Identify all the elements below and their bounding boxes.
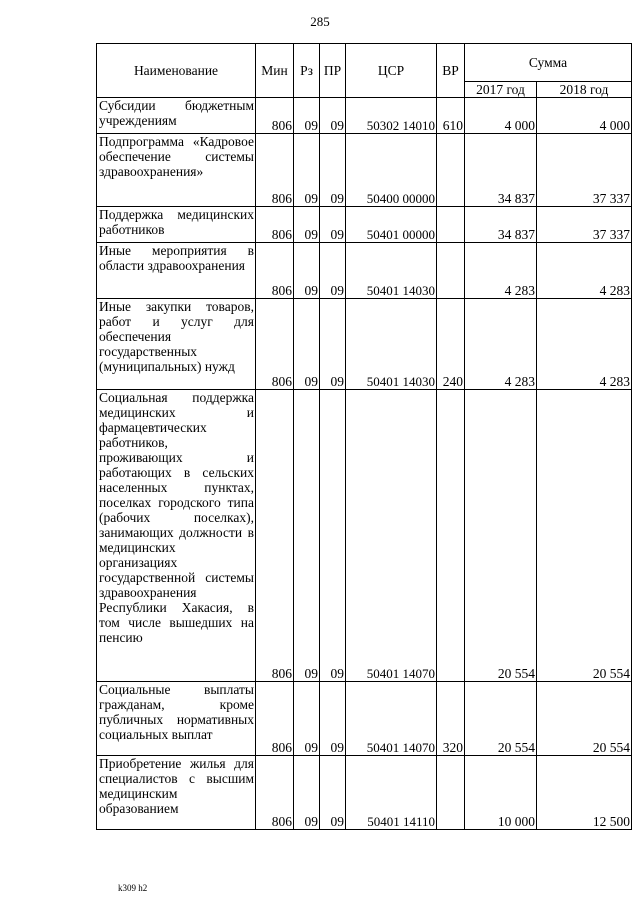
row-rz: 09 [294, 134, 320, 207]
table-row [97, 756, 632, 830]
row-pr: 09 [320, 390, 346, 682]
row-vr [437, 390, 465, 682]
row-sum-2017: 4 283 [465, 299, 537, 390]
row-rz: 09 [294, 756, 320, 830]
table-row [97, 243, 632, 299]
row-csr: 50401 14030 [346, 299, 437, 390]
header-name: Наименование [97, 44, 256, 98]
row-sum-2018: 4 283 [537, 299, 632, 390]
row-pr: 09 [320, 98, 346, 134]
header-pr: ПР [320, 44, 346, 98]
row-vr [437, 207, 465, 243]
row-csr: 50401 14030 [346, 243, 437, 299]
row-vr: 240 [437, 299, 465, 390]
header-year-2017: 2017 год [465, 82, 537, 98]
row-pr: 09 [320, 134, 346, 207]
row-sum-2017: 34 837 [465, 134, 537, 207]
row-min: 806 [256, 243, 294, 299]
row-name: Иные мероприятия в области здравоохранения [97, 243, 256, 299]
row-csr: 50400 00000 [346, 134, 437, 207]
row-sum-2017: 34 837 [465, 207, 537, 243]
row-rz: 09 [294, 98, 320, 134]
row-csr: 50401 14070 [346, 390, 437, 682]
row-min: 806 [256, 207, 294, 243]
row-sum-2018: 20 554 [537, 682, 632, 756]
header-vr: ВР [437, 44, 465, 98]
row-rz: 09 [294, 207, 320, 243]
row-pr: 09 [320, 682, 346, 756]
header-min: Мин [256, 44, 294, 98]
row-rz: 09 [294, 243, 320, 299]
table-row [97, 390, 632, 682]
header-csr: ЦСР [346, 44, 437, 98]
row-min: 806 [256, 682, 294, 756]
row-min: 806 [256, 299, 294, 390]
row-sum-2018: 4 000 [537, 98, 632, 134]
row-sum-2017: 4 000 [465, 98, 537, 134]
row-vr [437, 756, 465, 830]
row-vr: 610 [437, 98, 465, 134]
footer-code: k309 h2 [118, 883, 148, 893]
row-name: Субсидии бюджетным учреждениям [97, 98, 256, 134]
row-sum-2018: 12 500 [537, 756, 632, 830]
row-name: Подпрограмма «Кадровое обеспечение системы здравоохранения» [97, 134, 256, 207]
header-year-2018: 2018 год [537, 82, 632, 98]
header-sum: Сумма [465, 44, 632, 82]
row-vr [437, 243, 465, 299]
row-csr: 50401 14070 [346, 682, 437, 756]
row-rz: 09 [294, 682, 320, 756]
table-row [97, 299, 632, 390]
header-rz: Рз [294, 44, 320, 98]
row-rz: 09 [294, 299, 320, 390]
budget-table [96, 43, 632, 830]
row-sum-2017: 20 554 [465, 390, 537, 682]
row-sum-2017: 10 000 [465, 756, 537, 830]
row-sum-2018: 20 554 [537, 390, 632, 682]
row-name: Приобретение жилья для специалистов с высшим медицинским образованием [97, 756, 256, 830]
row-csr: 50401 00000 [346, 207, 437, 243]
row-name: Социальные выплаты гражданам, кроме публичных нормативных социальных выплат [97, 682, 256, 756]
row-pr: 09 [320, 243, 346, 299]
row-sum-2017: 20 554 [465, 682, 537, 756]
row-sum-2018: 37 337 [537, 207, 632, 243]
row-pr: 09 [320, 756, 346, 830]
row-sum-2018: 37 337 [537, 134, 632, 207]
row-pr: 09 [320, 299, 346, 390]
row-pr: 09 [320, 207, 346, 243]
row-rz: 09 [294, 390, 320, 682]
row-vr: 320 [437, 682, 465, 756]
table-row [97, 207, 632, 243]
row-min: 806 [256, 134, 294, 207]
row-min: 806 [256, 756, 294, 830]
row-csr: 50302 14010 [346, 98, 437, 134]
table-row [97, 134, 632, 207]
row-min: 806 [256, 98, 294, 134]
row-name: Поддержка медицинских работников [97, 207, 256, 243]
page-number: 285 [310, 14, 330, 29]
row-csr: 50401 14110 [346, 756, 437, 830]
row-sum-2018: 4 283 [537, 243, 632, 299]
table-row [97, 682, 632, 756]
row-vr [437, 134, 465, 207]
row-name: Социальная поддержка медицинских и фармацевтических работников, проживающих и работающих в сельских населенных пунктах, поселках городского типа (рабочих поселках), занимающих должности в медицинских организациях государственной системы здравоохранения Республики Хакасия, в том числе вышедших на пенсию [97, 390, 256, 682]
table-row [97, 98, 632, 134]
row-name: Иные закупки товаров, работ и услуг для обеспечения государственных (муниципальных) нужд [97, 299, 256, 390]
row-min: 806 [256, 390, 294, 682]
row-sum-2017: 4 283 [465, 243, 537, 299]
